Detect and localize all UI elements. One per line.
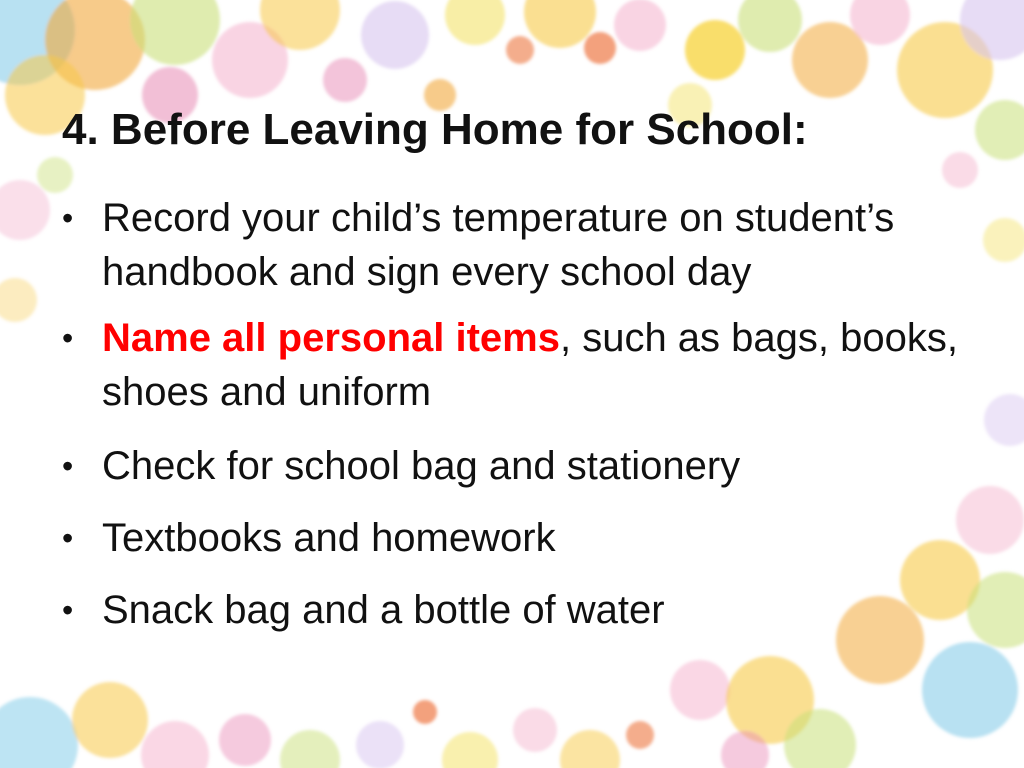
bullet-text: , such as bags, books, shoes and uniform xyxy=(102,316,958,414)
bullet-marker: • xyxy=(62,520,74,556)
bullet-item xyxy=(62,583,962,637)
bullet-list xyxy=(62,191,962,637)
bullet-marker: • xyxy=(62,320,74,356)
slide-title: 4. Before Leaving Home for School: xyxy=(62,105,808,154)
bullet-item xyxy=(62,311,962,419)
bullet-text: Check for school bag and stationery xyxy=(102,444,741,488)
bullet-text: Record your child’s temperature on student’s handbook and sign every school day xyxy=(102,196,895,294)
bullet-item xyxy=(62,191,962,299)
bullet-highlight-text: Name all personal items xyxy=(102,316,560,360)
bullet-marker: • xyxy=(62,592,74,628)
bullet-text: Textbooks and homework xyxy=(102,516,556,560)
bullet-text: Snack bag and a bottle of water xyxy=(102,588,665,632)
bullet-marker: • xyxy=(62,200,74,236)
bullet-item xyxy=(62,511,962,565)
bullet-item xyxy=(62,439,962,493)
bullet-marker: • xyxy=(62,448,74,484)
